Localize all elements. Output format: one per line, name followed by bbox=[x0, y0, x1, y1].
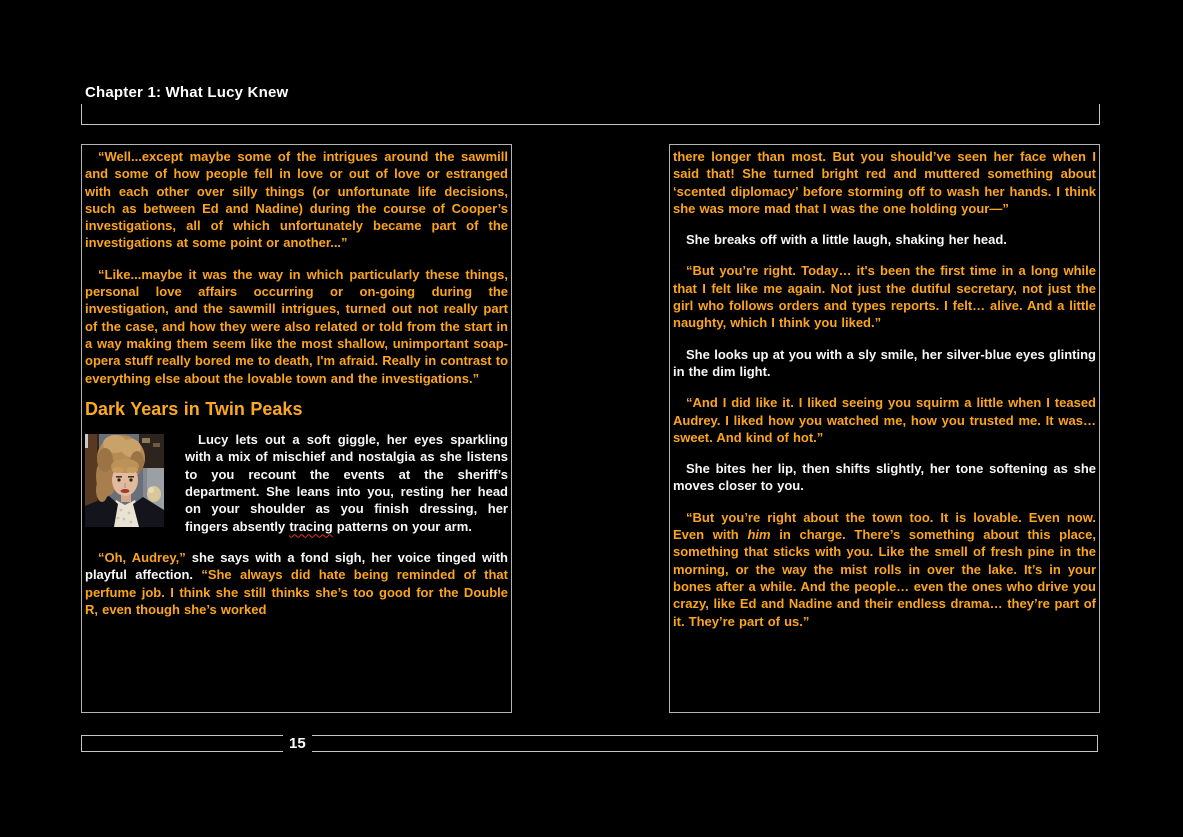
narration-paragraph bbox=[673, 460, 1096, 495]
narration-text: patterns on your arm. bbox=[332, 518, 472, 534]
dialogue-paragraph bbox=[85, 148, 508, 252]
dialogue-text: there longer than most. But you should’ve seen her face when I said that! She turned bright red and muttered something about ‘scented diplomacy’ before storming off to wash her hands. I think she was more mad that I was the one holding your—” bbox=[673, 149, 1096, 216]
dialogue-text: “Oh, Audrey,” bbox=[98, 549, 186, 565]
dialogue-paragraph bbox=[673, 509, 1096, 630]
narration-text: She bites her lip, then shifts slightly, her tone softening as she moves closer to you. bbox=[673, 461, 1096, 494]
page-number: 15 bbox=[283, 735, 312, 753]
narration-paragraph-with-photo bbox=[85, 431, 508, 535]
narration-text: she says with a fond sigh, her voice tinged with playful affection. bbox=[85, 549, 508, 583]
misspelled-word: tracing bbox=[289, 518, 333, 534]
left-text-column bbox=[81, 144, 512, 713]
dialogue-text: in charge. There’s something about this place, something that sticks with you. Like the smell of fresh pine in the morning, or the way the mist rolls in over the lake. It’s in your bones after a while. And the people… even the ones who drive you crazy, like Ed and Nadine and their endless drama… they’re part of it. They’re part of us.” bbox=[673, 527, 1096, 629]
narration-text: She looks up at you with a sly smile, her silver-blue eyes glinting in the dim light. bbox=[673, 346, 1096, 379]
narration-paragraph bbox=[673, 346, 1096, 381]
dialogue-text: “Well...except maybe some of the intrigues around the sawmill and some of how people fell in love or out of love or estranged with each other over silly things (or unfortunate life decisions, such as between Ed and Nadine) during the course of Cooper’s investigations, all of which unfortunately became part of the investigations at some point or another...” bbox=[85, 149, 508, 251]
header-rule-box bbox=[81, 104, 1100, 125]
narration-text: She breaks off with a little laugh, shaking her head. bbox=[686, 232, 1007, 248]
dialogue-text: “But you’re right about the town too. It is lovable. Even now. Even with bbox=[673, 509, 1096, 543]
dialogue-text: “And I did like it. I liked seeing you squirm a little when I teased Audrey. I liked how you watched me, how you trusted me. It was… sweet. And kind of hot.” bbox=[673, 395, 1096, 445]
dialogue-paragraph bbox=[673, 148, 1096, 217]
section-heading: Dark Years in Twin Peaks bbox=[85, 398, 303, 419]
italic-word: him bbox=[747, 527, 771, 543]
narration-paragraph bbox=[673, 231, 1096, 248]
dialogue-text: “She always did hate being reminded of that perfume job. I think she still thinks she’s too good for the Double R, even though she’s worked bbox=[85, 567, 508, 617]
footer-rule-box bbox=[81, 735, 1098, 752]
chapter-title: Chapter 1: What Lucy Knew bbox=[85, 84, 289, 101]
dialogue-paragraph bbox=[673, 394, 1096, 446]
narration-text: Lucy lets out a soft giggle, her eyes sparkling with a mix of mischief and nostalgia as she listens to you recount the events at the sheriff’s department. She leans into you, resting her head on your shoulder as you finish dressing, her fingers absently bbox=[185, 432, 508, 534]
dialogue-text: “Like...maybe it was the way in which particularly these things, personal love affairs occurring or on-going during the investigation, and the sawmill intrigues, turned out not really part of the case, and how they were also related or told from the start in a way making them seem like the most shallow, unimportant soap-opera stuff really bored me to death, I'm afraid. Really in contrast to everything else about the lovable town and the investigations.” bbox=[85, 266, 509, 386]
right-text-column bbox=[669, 144, 1100, 713]
lucy-portrait-image bbox=[85, 434, 164, 527]
mixed-paragraph bbox=[85, 549, 508, 618]
dialogue-text: “But you’re right. Today… it's been the first time in a long while that I felt like me again. Not just the dutiful secretary, not just the girl who follows orders and types reports. I felt… alive. And a little naughty, which I think you liked.” bbox=[673, 263, 1096, 331]
dialogue-paragraph bbox=[673, 262, 1096, 331]
dialogue-paragraph bbox=[85, 266, 508, 387]
